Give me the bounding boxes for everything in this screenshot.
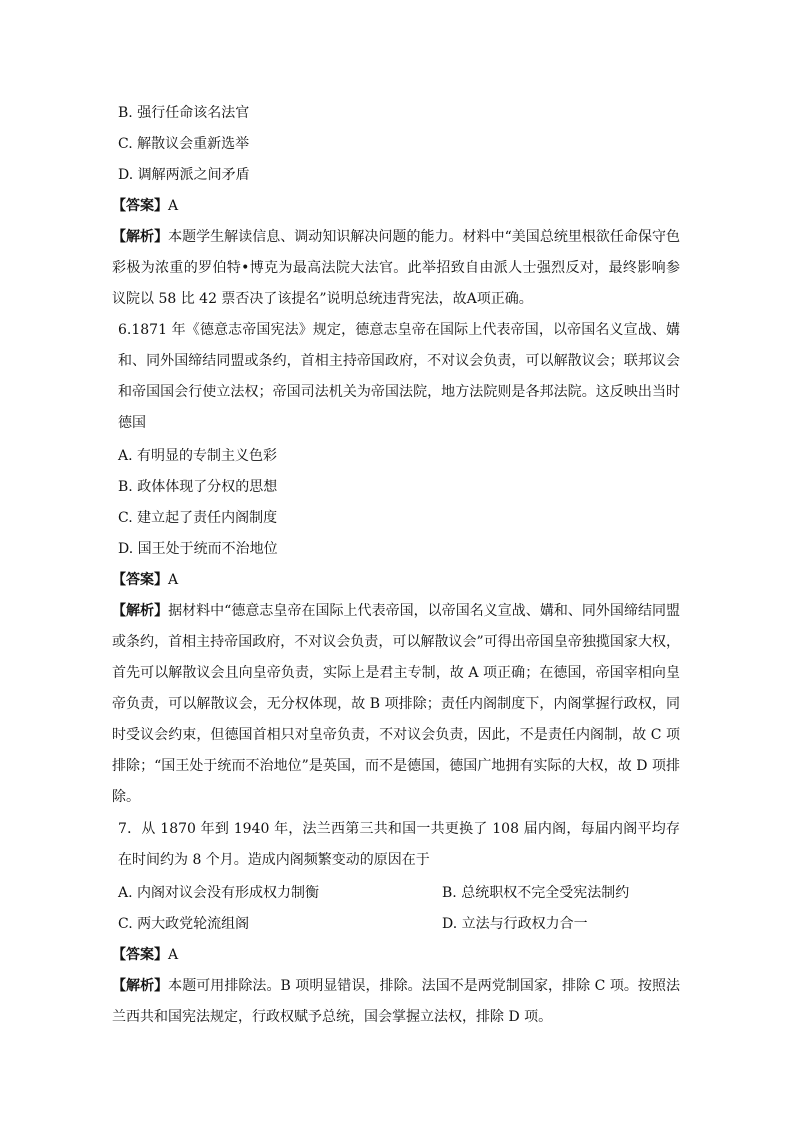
q7-stem: 7．从 1870 年到 1940 年，法兰西第三共和国一共更换了 108 届内阁，每届内阁平均存在时间约为 8 个月。造成内阁频繁变动的原因在于 [118, 821, 680, 868]
q6-option-d: D. 国王处于统而不治地位 [118, 541, 278, 557]
q6-option-a: A. 有明显的专制主义色彩 [118, 448, 278, 464]
q6-option-c: C. 建立起了责任内阁制度 [118, 510, 278, 526]
q5-option-c: C. 解散议会重新选举 [118, 136, 250, 152]
q5-answer [112, 196, 178, 216]
q6-answer [112, 570, 178, 590]
analysis-text: 据材料中“德意志皇帝在国际上代表帝国，以帝国名义宣战、媾和、同外国缔结同盟或条约，首相主持帝国政府，不对议会负责，可以解散议会”可得出帝国皇帝独揽国家大权，首先可以解散议会且向皇帝负责，实际上是君主专制，故 A 项正确；在德国，帝国宰相向皇帝负责，可以解散议会，无分权体现，故 B 项排除；责任内阁制度下，内阁掌握行政权，同时受议会约束，但德国首相只对皇帝负责，不对议会负责，因此，不是责任内阁制，故 C 项排除；“国王处于统而不治地位”是英国，而不是德国，德国广地拥有实际的大权，故 D 项排除。 [112, 603, 681, 805]
q5-analysis [112, 222, 680, 315]
analysis-text: 本题可用排除法。B 项明显错误，排除。法国不是两党制国家，排除 C 项。按照法兰西共和国宪法规定，行政权赋予总统，国会掌握立法权，排除 D 项。 [112, 978, 680, 1025]
q7-option-b: B. 总统职权不完全受宪法制约 [442, 885, 630, 901]
q6-option-b: B. 政体体现了分权的思想 [118, 479, 278, 495]
q5-option-b: B. 强行任命该名法官 [118, 105, 250, 121]
answer-label: 【答案】 [112, 198, 168, 214]
answer-label: 【答案】 [112, 572, 168, 588]
answer-value: A [168, 572, 179, 588]
answer-value: A [168, 198, 179, 214]
analysis-text: 本题学生解读信息、调动知识解决问题的能力。材料中“美国总统里根欲任命保守色彩极为浓重的罗伯特•博克为最高法院大法官。此举招致自由派人士强烈反对，最终影响参议院以 58 比 42 票否决了该提名”说明总统违背宪法，故A项正确。 [112, 229, 681, 307]
q7-analysis [112, 971, 680, 1033]
q7-option-d: D. 立法与行政权力合一 [442, 916, 588, 932]
q7-option-a: A. 内阁对议会没有形成权力制衡 [118, 885, 320, 901]
q6-analysis [112, 596, 680, 813]
analysis-label: 【解析】 [112, 978, 169, 994]
q6-stem: 6.1871 年《德意志帝国宪法》规定，德意志皇帝在国际上代表帝国，以帝国名义宣战、媾和、同外国缔结同盟或条约，首相主持帝国政府，不对议会负责，可以解散议会；联邦议会和帝国国会行使立法权；帝国司法机关为帝国法院，地方法院则是各邦法院。这反映出当时德国 [118, 322, 680, 431]
q7-answer [112, 945, 178, 965]
answer-label: 【答案】 [112, 947, 168, 963]
analysis-label: 【解析】 [112, 229, 169, 245]
answer-value: A [168, 947, 179, 963]
analysis-label: 【解析】 [112, 603, 169, 619]
q5-option-d: D. 调解两派之间矛盾 [118, 167, 250, 183]
q7-option-c: C. 两大政党轮流组阁 [118, 916, 250, 932]
